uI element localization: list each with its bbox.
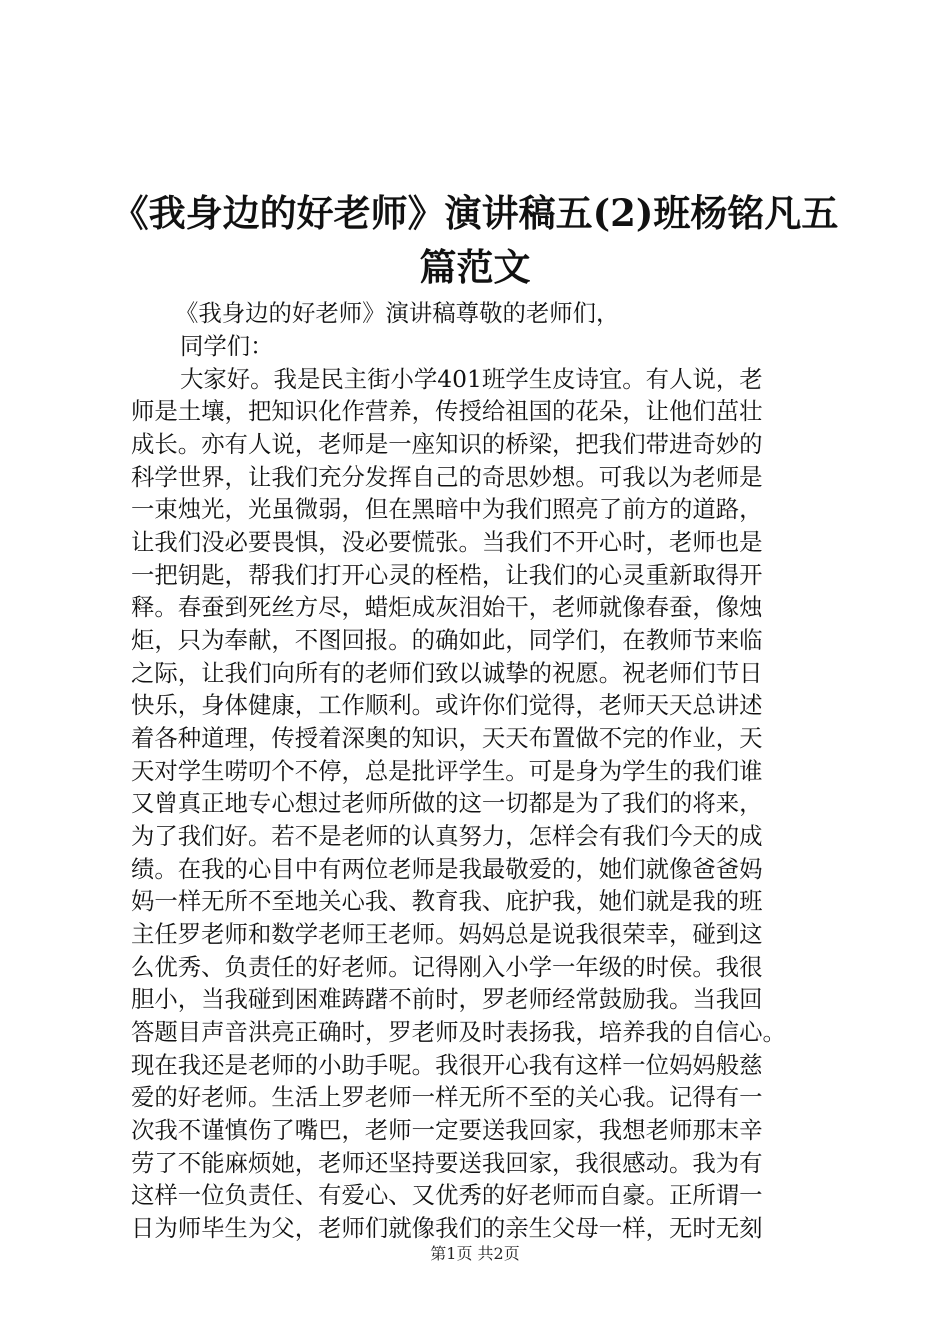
body-line: 炬，只为奉献，不图回报。的确如此，同学们，在教师节来临 — [131, 626, 763, 654]
body-line: 同学们： — [180, 332, 274, 360]
body-line: 释。春蚕到死丝方尽，蜡炬成灰泪始干，老师就像春蚕，像烛 — [131, 593, 763, 621]
body-line: 师是土壤，把知识化作营养，传授给祖国的花朵，让他们茁壮 — [131, 397, 763, 425]
body-line: 之际，让我们向所有的老师们致以诚挚的祝愿。祝老师们节日 — [131, 659, 763, 687]
body-line: 着各种道理，传授着深奥的知识，天天布置做不完的作业，天 — [131, 724, 763, 752]
body-line: 一束烛光，光虽微弱，但在黑暗中为我们照亮了前方的道路， — [131, 495, 763, 523]
body-line: 《我身边的好老师》演讲稿尊敬的老师们， — [175, 299, 620, 327]
body-line: 为了我们好。若不是老师的认真努力，怎样会有我们今天的成 — [131, 822, 763, 850]
document-title-line-1: 《我身边的好老师》演讲稿五(2)班杨铭凡五 — [111, 191, 839, 235]
body-line: 快乐，身体健康，工作顺利。或许你们觉得，老师天天总讲述 — [131, 691, 763, 719]
body-line: 日为师毕生为父，老师们就像我们的亲生父母一样，无时无刻 — [131, 1214, 763, 1242]
body-line: 又曾真正地专心想过老师所做的这一切都是为了我们的将来， — [131, 789, 763, 817]
body-line: 绩。在我的心目中有两位老师是我最敬爱的，她们就像爸爸妈 — [131, 855, 763, 883]
page-footer: 第1页 共2页 — [430, 1244, 520, 1263]
body-line: 妈一样无所不至地关心我、教育我、庇护我，她们就是我的班 — [131, 887, 763, 915]
body-line: 胆小，当我碰到困难踌躇不前时，罗老师经常鼓励我。当我回 — [131, 985, 763, 1013]
body-line: 天对学生唠叨个不停，总是批评学生。可是身为学生的我们谁 — [131, 757, 763, 785]
document-title-line-2: 篇范文 — [419, 245, 531, 289]
body-line: 爱的好老师。生活上罗老师一样无所不至的关心我。记得有一 — [131, 1083, 763, 1111]
body-line: 劳了不能麻烦她，老师还坚持要送我回家，我很感动。我为有 — [131, 1149, 763, 1177]
body-line: 让我们没必要畏惧，没必要慌张。当我们不开心时，老师也是 — [131, 528, 763, 556]
body-line: 成长。亦有人说，老师是一座知识的桥梁，把我们带进奇妙的 — [131, 430, 763, 458]
body-line: 么优秀、负责任的好老师。记得刚入小学一年级的时侯。我很 — [131, 953, 763, 981]
body-line: 这样一位负责任、有爱心、又优秀的好老师而自豪。正所谓一 — [131, 1181, 763, 1209]
body-line: 次我不谨慎伤了嘴巴，老师一定要送我回家，我想老师那末辛 — [131, 1116, 763, 1144]
body-line: 一把钥匙，帮我们打开心灵的桎梏，让我们的心灵重新取得开 — [131, 561, 763, 589]
body-line: 主任罗老师和数学老师王老师。妈妈总是说我很荣幸，碰到这 — [131, 920, 763, 948]
body-line: 答题目声音洪亮正确时，罗老师及时表扬我，培养我的自信心。 — [131, 1018, 786, 1046]
body-line: 科学世界，让我们充分发挥自己的奇思妙想。可我以为老师是 — [131, 463, 763, 491]
body-line: 大家好。我是民主街小学401班学生皮诗宜。有人说，老 — [180, 365, 763, 393]
body-line: 现在我还是老师的小助手呢。我很开心我有这样一位妈妈般慈 — [131, 1051, 763, 1079]
